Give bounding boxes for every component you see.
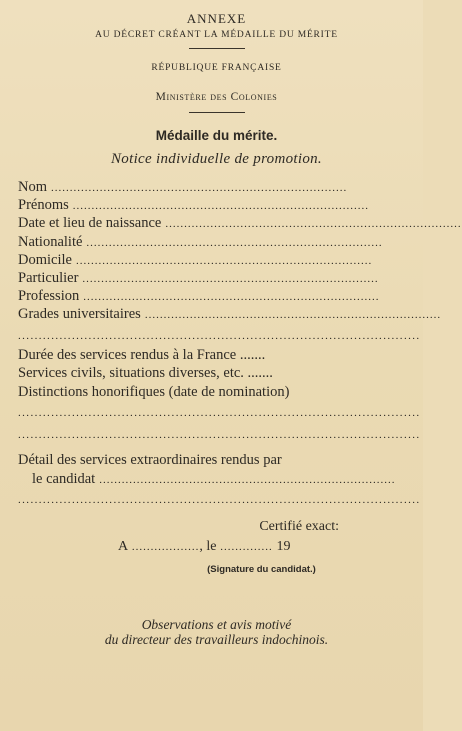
field-naissance[interactable] [18, 215, 462, 233]
ministere-heading: Ministère des Colonies [155, 91, 278, 103]
observations-line: Observations et avis motivé [141, 616, 292, 632]
annexe-heading: ANNEXE [186, 11, 247, 26]
field-label: Nom [18, 179, 47, 195]
form-fields [18, 179, 462, 325]
field-nationalite[interactable] [18, 234, 415, 252]
le-label: , le [199, 538, 217, 554]
blank-line[interactable]: ................................................................................................. [18, 493, 421, 506]
field-label: Particulier [18, 269, 79, 286]
a-label: A [118, 538, 129, 554]
field-label: Profession [18, 288, 80, 305]
year-label: 19 [276, 538, 291, 554]
fill-dots: .................. [128, 540, 200, 553]
observations-line: du directeur des travailleurs indochinois. [104, 631, 329, 647]
field-particulier[interactable] [18, 270, 415, 288]
services-civils-line: Services civils, situations diverses, etc. ....... [18, 365, 273, 381]
blank-line[interactable]: ................................................................................................. [18, 429, 421, 441]
field-label: Prénoms [18, 197, 69, 214]
divider [189, 48, 245, 49]
place-date-line[interactable] [18, 539, 415, 555]
field-prenoms[interactable] [18, 197, 415, 215]
fill-dots: ............................................................................... [75, 254, 373, 267]
field-candidat[interactable] [18, 471, 415, 489]
republique-heading: RÉPUBLIQUE FRANÇAISE [151, 63, 282, 73]
medaille-title: Médaille du mérite. [155, 128, 278, 143]
field-domicile[interactable] [18, 252, 415, 270]
field-label: le candidat [32, 470, 96, 487]
signature-label: (Signature du candidat.) [207, 563, 316, 575]
blank-line[interactable]: ................................................................................................. [18, 329, 421, 342]
fill-dots: ............................................................................... [144, 309, 442, 322]
distinctions-line: Distinctions honorifiques (date de nomination) [18, 383, 290, 400]
signature-block [18, 519, 415, 575]
fill-dots: .............. [216, 540, 277, 553]
field-label: Grades universitaires [18, 306, 141, 323]
field-nom[interactable] [18, 179, 415, 197]
fill-dots: ............................................................................... [72, 200, 369, 213]
field-grades[interactable] [18, 306, 442, 324]
decret-subheading: AU DÉCRET CRÉANT LA MÉDAILLE DU MÉRITE [95, 30, 338, 40]
fill-dots: ............................................................................... [86, 236, 383, 249]
certifie-label: Certifié exact: [259, 518, 339, 534]
field-label: Date et lieu de naissance [18, 215, 162, 232]
blank-line[interactable]: ................................................................................................. [18, 407, 421, 419]
field-profession[interactable] [18, 288, 415, 306]
field-label: Nationalité [18, 233, 83, 250]
fill-dots: ............................................................................... [99, 473, 396, 486]
notice-subtitle: Notice individuelle de promotion. [111, 151, 322, 167]
field-label: Domicile [18, 251, 72, 268]
duree-line: Durée des services rendus à la France ....... [18, 346, 266, 363]
fill-dots: ............................................................................... [82, 272, 379, 285]
fill-dots: ............................................................................... [165, 218, 462, 231]
observations-block [18, 617, 415, 647]
divider [189, 112, 245, 113]
fill-dots: ............................................................................... [51, 182, 348, 194]
fill-dots: ............................................................................... [83, 291, 380, 304]
detail-line: Détail des services extraordinaires rendus par [18, 452, 282, 468]
